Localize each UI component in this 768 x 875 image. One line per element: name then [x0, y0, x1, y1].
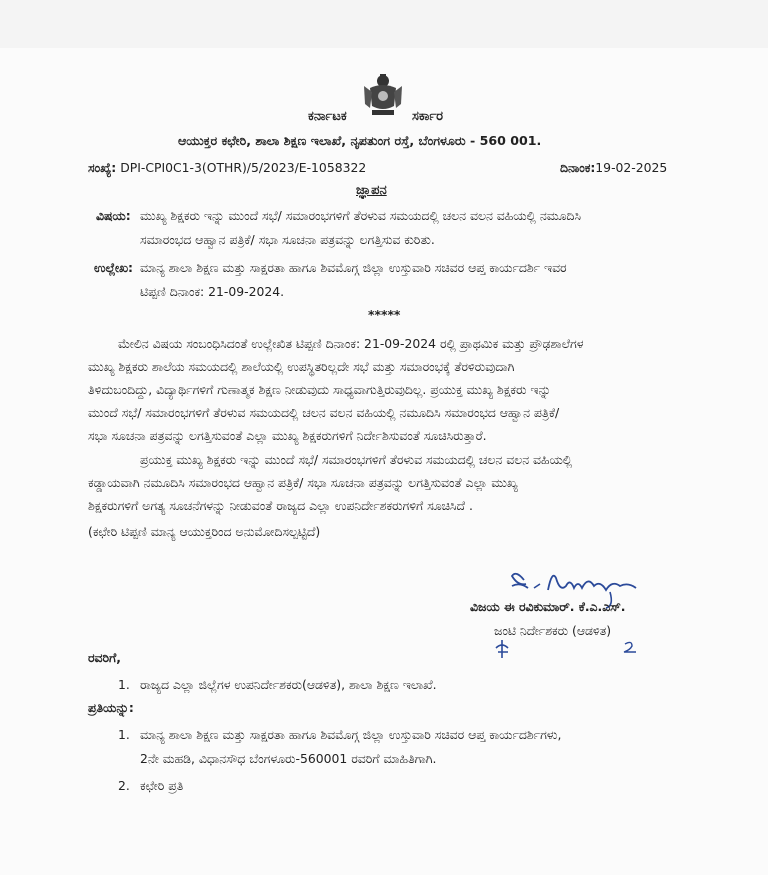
- ink-mark: [622, 640, 638, 654]
- para2-line: ಶಿಕ್ಷಕರುಗಳಿಗೆ ಅಗತ್ಯ ಸೂಚನೆಗಳನ್ನು ನೀಡುವಂತೆ ರಾಜ್ಯದ ಎಲ್ಲಾ ಉಪನಿರ್ದೇಶಕರುಗಳಿಗೆ ಸೂಚಿಸಿದೆ .: [88, 498, 473, 513]
- to-label: ರವರಿಗೆ,: [88, 650, 121, 665]
- approval-note: (ಕಛೇರಿ ಟಿಪ್ಪಣಿ ಮಾನ್ಯ ಆಯುಕ್ತರಿಂದ ಅನುಮೋದಿಸಲ್ಪಟ್ಟಿದೆ): [88, 524, 321, 539]
- to-item-text: ರಾಜ್ಯದ ಎಲ್ಲಾ ಜಿಲ್ಲೆಗಳ ಉಪನಿರ್ದೇಶಕರು(ಆಡಳಿತ), ಶಾಲಾ ಶಿಕ್ಷಣ ಇಲಾಖೆ.: [140, 677, 437, 692]
- state-emblem-icon: [360, 72, 406, 118]
- reference-line-1: ಮಾನ್ಯ ಶಾಲಾ ಶಿಕ್ಷಣ ಮತ್ತು ಸಾಕ್ಷರತಾ ಹಾಗೂ ಶಿವಮೊಗ್ಗ ಜಿಲ್ಲಾ ಉಸ್ತುವಾರಿ ಸಚಿವರ ಆಪ್ತ ಕಾರ್ಯದರ್ಶಿ ಇವರ: [140, 260, 567, 275]
- para2-line: ಕಡ್ಡಾಯವಾಗಿ ನಮೂದಿಸಿ ಸಮಾರಂಭದ ಆಹ್ವಾನ ಪತ್ರಿಕೆ/ ಸಭಾ ಸೂಚನಾ ಪತ್ರವನ್ನು ಲಗತ್ತಿಸುವಂತೆ ಎಲ್ಲಾ ಮುಖ್ಯ: [88, 475, 518, 490]
- subject-line-1: ಮುಖ್ಯ ಶಿಕ್ಷಕರು ಇನ್ನು ಮುಂದೆ ಸಭೆ/ ಸಮಾರಂಭಗಳಿಗೆ ತೆರಳುವ ಸಮಯದಲ್ಲಿ ಚಲನ ವಲನ ವಹಿಯಲ್ಲಿ ನಮೂದಿಸಿ: [140, 208, 582, 223]
- reference-line-2: ಟಿಪ್ಪಣಿ ದಿನಾಂಕ: 21-09-2024.: [140, 284, 285, 299]
- gov-left: ಕರ್ನಾಟಕ: [308, 109, 347, 124]
- para1-line: ಮುಖ್ಯ ಶಿಕ್ಷಕರು ಶಾಲೆಯ ಸಮಯದಲ್ಲಿ ಶಾಲೆಯಲ್ಲಿ ಉಪಸ್ಥಿತರಿಲ್ಲದೇ ಸಭೆ ಮತ್ತು ಸಮಾರಂಭಕ್ಕೆ ತೆರಳಿರುವುದಾಗಿ: [88, 359, 515, 374]
- para1-line: ಮೇಲಿನ ವಿಷಯ ಸಂಬಂಧಿಸಿದಂತೆ ಉಲ್ಲೇಖಿತ ಟಿಪ್ಪಣಿ ದಿನಾಂಕ: 21-09-2024 ರಲ್ಲಿ ಪ್ರಾಥಮಿಕ ಮತ್ತು ಪ್ರೌಢಶಾಲೆಗಳ: [118, 336, 584, 351]
- para1-line: ಸಭಾ ಸೂಚನಾ ಪತ್ರವನ್ನು ಲಗತ್ತಿಸುವಂತೆ ಎಲ್ಲಾ ಮುಖ್ಯ ಶಿಕ್ಷಕರುಗಳಿಗೆ ನಿರ್ದೇಶಿಸುವಂತೆ ಸೂಚಿಸಿರುತ್ತಾರೆ.: [88, 428, 487, 443]
- gov-right: ಸರ್ಕಾರ: [412, 109, 443, 124]
- para1-line: ತಿಳಿದುಬಂದಿದ್ದು, ವಿದ್ಯಾರ್ಥಿಗಳಿಗೆ ಗುಣಾತ್ಮಕ ಶಿಕ್ಷಣ ನೀಡುವುದು ಸಾಧ್ಯವಾಗುತ್ತಿರುವುದಿಲ್ಲ. ಪ್ರಯುಕ್ತ ಮುಖ್ಯ ಶಿಕ್ಷಕರು ಇನ್ನು: [88, 382, 551, 397]
- office-address: ಆಯುಕ್ತರ ಕಛೇರಿ, ಶಾಲಾ ಶಿಕ್ಷಣ ಇಲಾಖೆ, ನೃಪತುಂಗ ರಸ್ತೆ, ಬೆಂಗಳೂರು - 560 001.: [178, 133, 542, 148]
- ref-label: ಸಂಖ್ಯೆ:: [88, 160, 117, 175]
- ink-mark: [492, 638, 512, 660]
- separator: *****: [368, 307, 401, 322]
- top-band: [0, 0, 768, 48]
- copy-item-line-1: ಕಛೇರಿ ಪ್ರತಿ: [140, 778, 184, 793]
- reference-number: [88, 160, 366, 176]
- copy-item-number: 1.: [118, 727, 130, 742]
- copy-item-line-2: 2ನೇ ಮಹಡಿ, ವಿಧಾನಸೌಧ ಬೆಂಗಳೂರು-560001 ರವರಿಗೆ ಮಾಹಿತಿಗಾಗಿ.: [140, 751, 437, 766]
- memo-title: ಜ್ಞಾಪನ: [356, 183, 387, 198]
- subject-label: ವಿಷಯ:: [96, 208, 131, 223]
- subject-line-2: ಸಮಾರಂಭದ ಆಹ್ವಾನ ಪತ್ರಿಕೆ/ ಸಭಾ ಸೂಚನಾ ಪತ್ರವನ್ನು ಲಗತ್ತಿಸುವ ಕುರಿತು.: [140, 232, 435, 247]
- reference-label: ಉಲ್ಲೇಖ:: [94, 260, 134, 275]
- copy-item-number: 2.: [118, 778, 130, 793]
- para1-line: ಮುಂದೆ ಸಭೆ/ ಸಮಾರಂಭಗಳಿಗೆ ತೆರಳುವ ಸಮಯದಲ್ಲಿ ಚಲನ ವಲನ ವಹಿಯಲ್ಲಿ ನಮೂದಿಸಿ ಸಮಾರಂಭದ ಆಹ್ವಾನ ಪತ್ರಿಕೆ/: [88, 405, 560, 420]
- para2-line: ಪ್ರಯುಕ್ತ ಮುಖ್ಯ ಶಿಕ್ಷಕರು ಇನ್ನು ಮುಂದೆ ಸಭೆ/ ಸಮಾರಂಭಗಳಿಗೆ ತೆರಳುವ ಸಮಯದಲ್ಲಿ ಚಲನ ವಲನ ವಹಿಯಲ್ಲಿ: [140, 452, 573, 467]
- signatory-name: ವಿಜಯ ಈ ರವಿಕುಮಾರ್. ಕೆ.ಎ.ಎಸ್.: [470, 599, 626, 614]
- ref-value: DPI-CPI0C1-3(OTHR)/5/2023/E-1058322: [120, 160, 367, 175]
- signatory-designation: ಜಂಟಿ ನಿರ್ದೇಶಕರು (ಆಡಳಿತ): [494, 623, 612, 638]
- date-label: ದಿನಾಂಕ:: [560, 160, 596, 175]
- document-date: [560, 160, 667, 176]
- copy-item-line-1: ಮಾನ್ಯ ಶಾಲಾ ಶಿಕ್ಷಣ ಮತ್ತು ಸಾಕ್ಷರತಾ ಹಾಗೂ ಶಿವಮೊಗ್ಗ ಜಿಲ್ಲಾ ಉಸ್ತುವಾರಿ ಸಚಿವರ ಆಪ್ತ ಕಾರ್ಯದರ್ಶಿಗಳು,: [140, 727, 562, 742]
- date-value: 19-02-2025: [595, 160, 668, 175]
- copy-label: ಪ್ರತಿಯನ್ನು:: [88, 700, 134, 715]
- to-item-number: 1.: [118, 677, 130, 692]
